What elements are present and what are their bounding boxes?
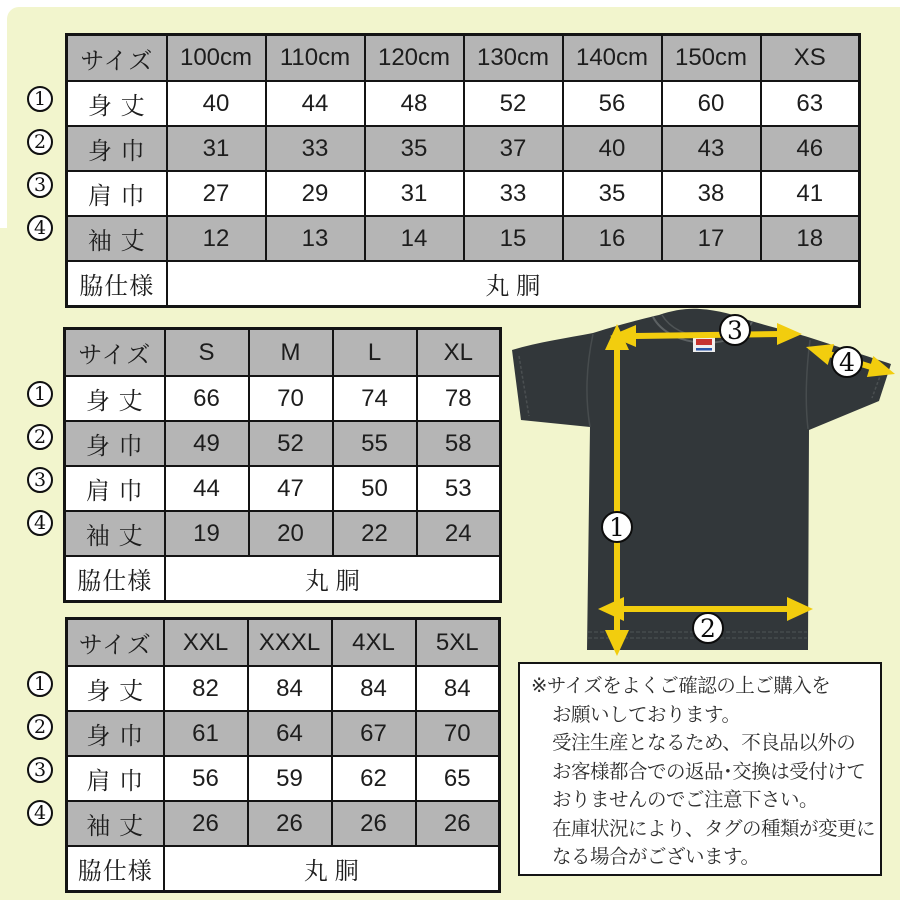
measurement-value: 17	[662, 216, 761, 261]
measurement-value: 84	[416, 666, 500, 711]
measurement-value: 52	[249, 421, 333, 466]
measurement-value: 41	[761, 171, 860, 216]
measurement-value: 84	[332, 666, 416, 711]
measurement-row-label: 袖 丈	[65, 511, 165, 556]
row-marker-circle: 2	[27, 129, 53, 155]
size-column-header: XS	[761, 35, 860, 82]
measurement-row-label: 袖 丈	[67, 801, 164, 846]
size-header-label: サイズ	[65, 329, 165, 377]
measurement-value: 60	[662, 81, 761, 126]
row-marker-circle: 1	[27, 671, 53, 697]
measurement-value: 43	[662, 126, 761, 171]
measurement-value: 58	[417, 421, 501, 466]
measurement-value: 62	[332, 756, 416, 801]
notice-line: お客様都合での返品･交換は受付けて	[552, 760, 866, 783]
row-marker-circle: 4	[27, 215, 53, 241]
notice-line: ※サイズをよくご確認の上ご購入を	[531, 675, 831, 697]
notice-box	[518, 662, 882, 876]
measurement-value: 59	[248, 756, 332, 801]
size-column-header: S	[165, 329, 249, 377]
measurement-value: 24	[417, 511, 501, 556]
measurement-value: 12	[167, 216, 266, 261]
row-marker-circle: 2	[27, 424, 53, 450]
notice-line: なる場合がございます。	[552, 846, 760, 868]
measurement-value: 13	[266, 216, 365, 261]
size-table-2	[65, 617, 501, 893]
measurement-value: 56	[563, 81, 662, 126]
measurement-value: 40	[167, 81, 266, 126]
size-column-header: 140cm	[563, 35, 662, 82]
measurement-value: 31	[365, 171, 464, 216]
measurement-row-label: 肩 巾	[65, 466, 165, 511]
measurement-value: 47	[249, 466, 333, 511]
row-marker-circle: 1	[27, 381, 53, 407]
side-spec-label: 脇仕様	[67, 261, 167, 307]
row-marker-circle: 3	[27, 172, 53, 198]
measurement-value: 63	[761, 81, 860, 126]
size-column-header: XL	[417, 329, 501, 377]
notice-line: 在庫状況により、タグの種類が変更に	[552, 817, 876, 840]
measurement-value: 64	[248, 711, 332, 756]
side-spec-label: 脇仕様	[65, 556, 165, 602]
measurement-row-label: 身 巾	[67, 711, 164, 756]
size-column-header: XXXL	[248, 619, 332, 667]
size-header-label: サイズ	[67, 619, 164, 667]
size-column-header: 130cm	[464, 35, 563, 82]
measurement-value: 46	[761, 126, 860, 171]
size-column-header: 110cm	[266, 35, 365, 82]
measurement-value: 26	[332, 801, 416, 846]
measurement-value: 22	[333, 511, 417, 556]
measurement-value: 19	[165, 511, 249, 556]
measurement-value: 26	[416, 801, 500, 846]
measurement-value: 37	[464, 126, 563, 171]
size-column-header: L	[333, 329, 417, 377]
measurement-value: 56	[164, 756, 248, 801]
measurement-value: 53	[417, 466, 501, 511]
measurement-value: 50	[333, 466, 417, 511]
measurement-value: 31	[167, 126, 266, 171]
measurement-value: 70	[416, 711, 500, 756]
measurement-value: 35	[365, 126, 464, 171]
size-column-header: 150cm	[662, 35, 761, 82]
row-marker-circle: 3	[27, 757, 53, 783]
row-marker-circle: 3	[27, 467, 53, 493]
measurement-value: 66	[165, 376, 249, 421]
row-marker-circle: 4	[27, 800, 53, 826]
measurement-value: 48	[365, 81, 464, 126]
size-column-header: M	[249, 329, 333, 377]
measurement-value: 52	[464, 81, 563, 126]
measurement-value: 16	[563, 216, 662, 261]
notice-line: 受注生産となるため、不良品以外の	[552, 732, 856, 754]
measurement-value: 33	[464, 171, 563, 216]
side-spec-label: 脇仕様	[67, 846, 164, 892]
notice-line: おりませんのでご注意下さい。	[552, 789, 819, 811]
measurement-value: 18	[761, 216, 860, 261]
measurement-value: 84	[248, 666, 332, 711]
measurement-value: 65	[416, 756, 500, 801]
measurement-value: 14	[365, 216, 464, 261]
measurement-row-label: 身 巾	[65, 421, 165, 466]
measurement-value: 49	[165, 421, 249, 466]
size-column-header: 5XL	[416, 619, 500, 667]
measurement-value: 70	[249, 376, 333, 421]
measurement-value: 44	[165, 466, 249, 511]
neck-tag-line	[696, 348, 712, 351]
measurement-row-label: 袖 丈	[67, 216, 167, 261]
measurement-value: 38	[662, 171, 761, 216]
measurement-value: 67	[332, 711, 416, 756]
size-column-header: XXL	[164, 619, 248, 667]
measurement-value: 33	[266, 126, 365, 171]
measurement-row-label: 身 巾	[67, 126, 167, 171]
size-table-0	[65, 33, 861, 308]
row-marker-circle: 4	[27, 510, 53, 536]
measurement-value: 15	[464, 216, 563, 261]
side-spec-value: 丸 胴	[167, 261, 860, 307]
measurement-value: 78	[417, 376, 501, 421]
measurement-row-label: 身 丈	[65, 376, 165, 421]
panel-edge-patch	[0, 228, 7, 900]
measurement-value: 26	[164, 801, 248, 846]
measurement-row-label: 身 丈	[67, 81, 167, 126]
notice-line: お願いしております。	[552, 703, 741, 726]
neck-tag-logo	[696, 339, 712, 345]
row-marker-circle: 2	[27, 714, 53, 740]
row-marker-circle: 1	[27, 86, 53, 112]
size-table-1	[63, 327, 502, 603]
measurement-value: 82	[164, 666, 248, 711]
measurement-row-label: 身 丈	[67, 666, 164, 711]
measurement-value: 35	[563, 171, 662, 216]
size-header-label: サイズ	[67, 35, 167, 82]
diagram-marker-circle: 2	[692, 612, 724, 644]
measurement-value: 27	[167, 171, 266, 216]
measurement-value: 55	[333, 421, 417, 466]
measurement-value: 61	[164, 711, 248, 756]
measurement-value: 29	[266, 171, 365, 216]
side-spec-value: 丸 胴	[165, 556, 501, 602]
measurement-value: 26	[248, 801, 332, 846]
measurement-row-label: 肩 巾	[67, 756, 164, 801]
measurement-row-label: 肩 巾	[67, 171, 167, 216]
measurement-value: 44	[266, 81, 365, 126]
diagram-marker-circle: 3	[719, 314, 751, 346]
size-column-header: 4XL	[332, 619, 416, 667]
measurement-value: 74	[333, 376, 417, 421]
size-column-header: 100cm	[167, 35, 266, 82]
measurement-value: 20	[249, 511, 333, 556]
size-column-header: 120cm	[365, 35, 464, 82]
side-spec-value: 丸 胴	[164, 846, 500, 892]
diagram-marker-circle: 4	[831, 346, 863, 378]
measurement-value: 40	[563, 126, 662, 171]
diagram-marker-circle: 1	[601, 511, 633, 543]
